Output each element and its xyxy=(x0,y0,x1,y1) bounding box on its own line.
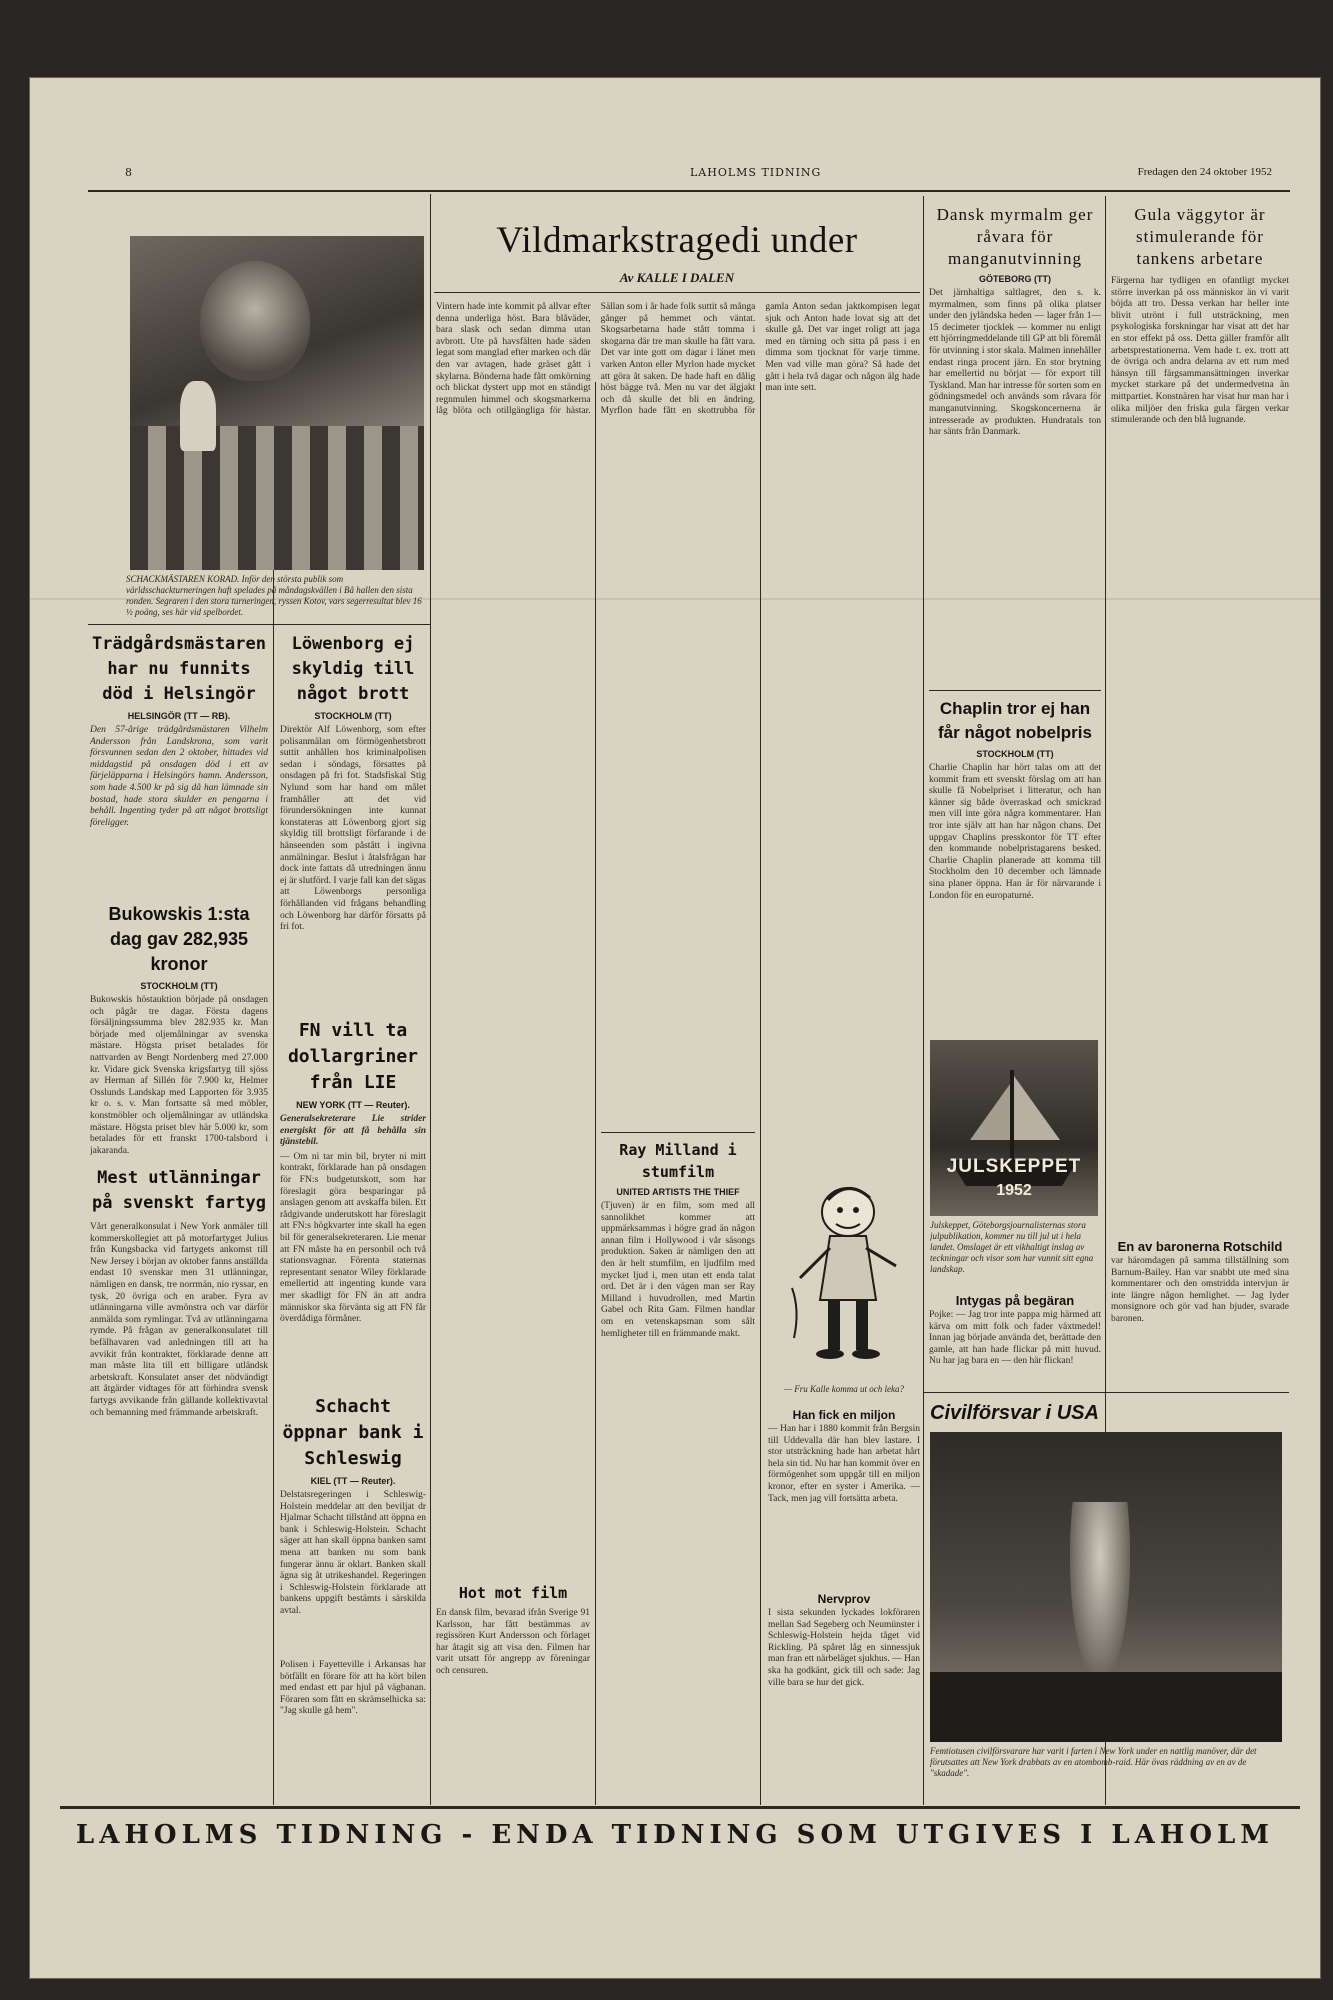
article-body: — Han har i 1880 kommit från Bergsin till Uddevalla där han blev lastare. I stor utsträckning hade han arbetat hårt hela sin tid. Nu har han kommit över en förmögenhet som uppgår till en miljon kronor, efter en syster i Amerika. — Tack, men jag vill fortsätta arbeta. xyxy=(768,1424,920,1504)
issue-date: Fredagen den 24 oktober 1952 xyxy=(1137,166,1272,178)
julskeppet-caption: Julskeppet, Göteborgsjournalisternas stora julpublikation, kommer nu till jul ut i hela landet. Omslaget är ett vikhaltigt inslag av teckningar och visor som har vunnit sitt egna landskap. xyxy=(930,1220,1094,1274)
article-body: Vårt generalkonsulat i New York anmäler till kommerskollegiet att på motorfartyget Julius från Kungsbacka vid fartygets ankomst till New Jersey i början av oktober fanns anställda endast 10 svenskar men 31 utlänningar, nämligen en dansk, tre norrmän, nio ryssar, en tysk, 20 övriga och en araber. Fyra av utlänningarna ville avmönstra och var därför anmälda som rymlingar. Två av utlänningarna rymde. På frågan av generalkonsulatet till befälhavaren vad anledningen till att ha avvikit från kontraktet, förklarade denne att man måste lita till ett billigare utländsk arbetskraft. Konsulatet anser det nödvändigt att åtgärder vidtages för att förhindra svensk fartygs avvikande från gällande kollektivavtal och bemanning med främmande arbetskraft. xyxy=(90,1222,268,1418)
article-dateline: STOCKHOLM (TT) xyxy=(314,711,392,721)
article-body: Det järnhaltiga saltlagret, den s. k. myrmalmen, som finns på olika platser under den jyländska heden — lager från 1—15 decimeter tjocklek — kommer nu enligt ett hjörringmeddelande till GP att bli föremål för utvinning i stor skala. Malmen innehåller endast ringa procent järn. En stor brytning har emellertid nu börjat — för export till Tyskland. Man har intresse för sorten som en gödningsmedel och används som råvara för manganutvinning. Skogskoncernerna är intresserade av produkten. Hundratals ton har sänts från Danmark. xyxy=(929,288,1101,438)
article-headline: Schacht öppnar bank i Schleswig xyxy=(282,1396,424,1469)
chess-piece xyxy=(180,381,216,451)
article-tradgard xyxy=(90,632,268,898)
section-rule xyxy=(924,1392,1289,1393)
cartoon-drawing xyxy=(770,1160,918,1380)
civil-defense-photo xyxy=(930,1432,1282,1742)
poster-title: JULSKEPPET xyxy=(946,1156,1082,1177)
footer-rule xyxy=(60,1806,1300,1809)
article-intyg xyxy=(929,1292,1101,1388)
article-headline: Civilförsvar i USA xyxy=(930,1402,1099,1424)
article-kalle xyxy=(436,1582,590,1802)
article-body: Polisen i Fayetteville i Arkansas har bötfällt en förare för att ha kört bilen med endast ett par hjul på vägbanan. Föraren som fått en skrämselhicka sa: "Jag skulle gå hem". xyxy=(280,1660,426,1717)
column-rule xyxy=(430,194,431,1805)
header-rule xyxy=(88,190,1290,192)
article-dateline: NEW YORK (TT — Reuter). xyxy=(296,1100,410,1110)
article-body: En dansk film, bevarad ifrån Sverige 91 Karlsson, har fått bestämmas av regissören Kurt Andersson och förlaget har åtagit sig att visa den. Filmen har varit utsatt för angrepp av föreningar och censuren. xyxy=(436,1608,590,1676)
julskeppet-poster xyxy=(930,1040,1098,1216)
article-dateline: GÖTEBORG (TT) xyxy=(979,274,1051,284)
article-body: Pojke: — Jag tror inte pappa mig härmed att kärva om mitt folk och fader växtmedel! Innan jag började använda det, berättade den gamle, att han hade flickar på mitt huvud. Nu har jag bara en — den här flickan! xyxy=(929,1310,1101,1367)
article-nerv xyxy=(768,1590,920,1802)
article-rothschild xyxy=(1111,1238,1289,1388)
article-dateline: KIEL (TT — Reuter). xyxy=(310,1476,396,1486)
page-header xyxy=(30,166,1320,188)
article-body: var häromdagen på samma tillställning som Barnum-Bailey. Han var snabbt ute med sina kommentarer och den omstridda intervjun är inte längre någon hemlighet. — Jag lyder monsignore och gör vad han bjuder, svarade baronen. xyxy=(1111,1256,1289,1324)
smoke-plume xyxy=(1070,1502,1130,1682)
article-body: Färgerna har tydligen en ofantligt mycket större inverkan på oss människor än vi varit böjda att tro. Dessa verkan har heller inte blivit utrönt i full utsträckning, men psykologiska forskningar har visat att det har en stor effekt på oss. Detta gäller framför allt arbetsprestationerna. Vem hade t. ex. trott att de övriga och andra delarna av ett rum med hänsyn till färgsammansättningen inverkar mycket starkare på det undermedvetna än mittpartiet. Konstnären har visat hur man har i olika miljöer den friska gula färgen verkar stimulerande och den blå lugnande. xyxy=(1111,276,1289,426)
article-headline: Trädgårdsmästaren har nu funnits död i Helsingör xyxy=(92,634,266,704)
article-lowenborg xyxy=(280,632,426,1012)
article-headline: Intygas på begäran xyxy=(955,1293,1075,1308)
article-body: Charlie Chaplin har hört talas om att det kommit fram ett svenskt förslag om att han skulle få Nobelpriset i litteratur, och han känner sig både överraskad och smickrad men vill inte göra några kommentarer. Han tror inte själv att han har någon chans. Det uppgav Chaplins presskontor för TT efter den kommande nobelpristagarens besked. Charlie Chaplin planerade att komma till Stockholm den 10 december och lämnade sina planer öppna. Han är för närvarande i London för en europaturné. xyxy=(929,763,1101,901)
article-dateline: STOCKHOLM (TT) xyxy=(140,981,218,991)
article-fick xyxy=(768,1406,920,1586)
crowd-silhouette xyxy=(930,1672,1282,1742)
article-body: Direktör Alf Löwenborg, som efter polisanmälan om förmögenhetsbrott suttit anhållen hos kriminalpolisen sedan i söndags, försattes på onsdagen på fri fot. Stadsfiskal Stig Nylund som har hand om målet framhåller att det vid förundersökningen inte kunnat konstateras att Löwenborg gjort sig skyldig till brottsligt förfarande i de hänseenden som påstått i ingivna anmälningar. Beslut i åtalsfrågan har dock inte fattats då utredningen ännu ej är slutförd. I varje fall kan det sägas att Löwenborgs personliga förhållanden vid frågans behandling och Löwenborg har därför försatts på fri fot. xyxy=(280,725,426,933)
article-dateline: HELSINGÖR (TT — RB). xyxy=(127,711,231,721)
paper-name: LAHOLMS TIDNING xyxy=(690,166,822,179)
civil-caption: Femtiotusen civilförsvarare har varit i farten i New York under en nattlig manöver, där det förutsattes att New York drabbats av en atombomb-raid. Här övas räddning av en av de "skadade". xyxy=(930,1746,1257,1778)
article-schacht xyxy=(280,1394,426,1654)
chess-caption: SCHACKMÄSTAREN KORAD. Inför den största publik som världsschackturneringen haft spelades på måndagskvällen i Bå hallen den sista ronden. Segraren i den stora turneringen, ryssen Kotov, vars segerresultat blev 16 ½ poäng, ses här vid spelbordet. xyxy=(126,574,422,617)
chess-photo xyxy=(130,236,424,570)
footer-banner: LAHOLMS TIDNING - ENDA TIDNING SOM UTGIVES I LAHOLM xyxy=(75,1820,1275,1850)
article-myrmalm xyxy=(929,204,1101,684)
article-headline: Gula väggytor är stimulerande för tankens arbetare xyxy=(1134,205,1266,268)
article-dateline: STOCKHOLM (TT) xyxy=(976,749,1054,759)
article-polisen xyxy=(280,1660,426,1802)
page-number: 8 xyxy=(125,166,132,179)
article-utlanningar xyxy=(90,1166,268,1802)
newspaper-page xyxy=(30,78,1320,1978)
article-headline: Hot mot film xyxy=(458,1584,568,1602)
article-headline: Vildmarkstragedi under xyxy=(496,220,858,261)
article-headline-vildmark xyxy=(434,220,920,262)
article-body: — Om ni tar min bil, bryter ni mitt kontrakt, förklarade han på onsdagen för FN:s budgetutskott, som har föreslagit göra besparingar på anslagen genom att avskaffa bilen. Ett rådgivande underutskott har föreslagit att FN:s högkvarter inte skall ha egen bil för generalsekreteraren. Lie menar att FN måste ha en personbil och två stationsvagnar. Förenta staternas representant senator Wiley förklarade emellertid att ingenting kunde vara mer skadligt för FN än att andra människor ska förvänta sig att FN får överdådiga förmåner. xyxy=(280,1151,426,1325)
article-gula xyxy=(1111,204,1289,1056)
article-bukowskis xyxy=(90,902,268,1160)
article-headline: FN vill ta dollargriner från LIE xyxy=(287,1020,419,1093)
article-chaplin xyxy=(929,690,1101,1034)
article-headline: Löwenborg ej skyldig till något brott xyxy=(291,634,415,704)
article-body: (Tjuven) är en film, som med all sannolikhet kommer att uppmärksammas i högre grad än någon annan film i Hollywood i vår säsongs produktion. Saken är nämligen den att den är helt stumfilm, en ljudfilm med mycket ljud i, men utan ett enda talat ord. Det är i den vägen man ser Ray Milland i huvudrollen, med Martin Gabel och Rita Gam. Filmen handlar om en vetenskapsman som sålt hemligheter till en främmande makt. xyxy=(601,1201,755,1339)
section-rule xyxy=(88,624,430,625)
article-headline: Han fick en miljon xyxy=(792,1408,896,1422)
chessboard xyxy=(130,426,424,570)
poster-year: 1952 xyxy=(996,1182,1032,1199)
section-rule xyxy=(929,690,1101,691)
article-headline: Dansk myrmalm ger råvara för manganutvinning xyxy=(936,205,1094,268)
article-lead: Generalsekreterare Lie strider energiskt för att få behålla sin tjänstebil. xyxy=(280,1114,426,1148)
player-head xyxy=(200,261,310,381)
article-headline: Ray Milland i stumfilm xyxy=(619,1141,737,1181)
cartoon-caption: — Fru Kalle komma ut och leka? xyxy=(784,1384,904,1394)
article-fn xyxy=(280,1018,426,1388)
article-body: I sista sekunden lyckades lokföraren mellan Sad Segeberg och Neumünster i Schleswig-Holstein hejda tåget vid Rickling. På spåret låg en sinnessjuk man fran ett närbeläget sjukhus. — Han ska ha godkänt, gick till och sade: Jag ville bara se hur det gick. xyxy=(768,1608,920,1688)
article-headline: Bukowskis 1:sta dag gav 282,935 kronor xyxy=(108,904,250,974)
column-rule xyxy=(923,196,924,1805)
article-body: Den 57-årige trädgårdsmästaren Vilhelm Andersson från Landskrona, som varit försvunnen sedan den 2 oktober, hittades vid middagstid på onsdagen död i ett av färjeläpparna i Helsingörs hamn. Andersson, som hade 4.500 kr på sig då han lämnade sin bostad, hade stora skulder en pengarna i behåll. Ingenting tyder på att något brottsligt föreligger. xyxy=(90,725,268,828)
article-body: Bukowskis höstauktion började på onsdagen och pågår tre dagar. Första dagens försäljningssumma blev 282.935 kr. Man började med oljemålningar av svenska mästare. Högsta priset betalades för nattvarden av Bengt Nordenberg med 27.000 kr. Vidare gick Svenska krigsfartyg till sjöss av Herman af Sillén för 7.900 kr, Helmer Osslunds Landskap med Lapporten för 3.935 kr o. s. v. Man fortsatte så med möbler, konstmöbler och oljemålningar av utländska mästare. Högsta priset blev här 5.000 kr, som betalades för ett franskt 1700-talsbord i jakaranda. xyxy=(90,995,268,1156)
article-headline: Nervprov xyxy=(817,1592,871,1606)
article-civil-header xyxy=(930,1400,1270,1428)
cartoon xyxy=(770,1160,918,1400)
article-headline: En av baronerna Rotschild xyxy=(1117,1239,1283,1254)
article-body: Delstatsregeringen i Schleswig-Holstein meddelar att den beviljat dr Hjalmar Schacht tillstånd att öppna en bank i Schleswig-Holstein. Schacht säger att han skall öppna banken samt mena att banken nu som bank fungerar ännu är oklart. Banken skall ägna sig åt utrikeshandel. Regeringen i Schleswig-Holstein förklarade att bankens uppgift bestämts i särskilda avtal. xyxy=(280,1490,426,1616)
section-rule xyxy=(601,1132,755,1133)
column-rule xyxy=(273,433,274,1805)
article-body: Vintern hade inte kommit på allvar efter denna underliga höst. Bara blåväder, bara slask och sedan dimma utan avbrott. Ute på havsfälten hade säden legat som manglad efter marken och där den var avtagen, hade gräset gått i skylarna. Bönderna hade fått omkörning och blickat dystert upp mot en ständigt regnmulen himmel och skogsmarkerna låg blöta och otillgängliga för hästar. Sällan som i år hade folk suttit så många gånger på hemmet och väntat. Skogsarbetarna hade stått tomma i skogarna där tre man skulle ha fått vara. Det var inte gott om dagar i länet men varken Anton eller Myrlon hade mycket att göra åt saken. De hade haft en dålig höst bägge två. Men nu var det älgjakt och då skulle det bli en ändring. Myrflon hade fått en skottrubba för gamla Anton sedan jaktkompisen legat sjuk och Anton hade lovat sig att det skulle gå. Det var inget roligt att jaga med en tärning och sitta på pass i en dimma som tjocknat för varje timme. Men vad ville man göra? Så hade det gått i hela två dagar och någon älg hade man inte sett. xyxy=(436,302,920,417)
article-headline: Chaplin tror ej han får något nobelpris xyxy=(938,699,1092,742)
article-byline: Av KALLE I DALEN xyxy=(619,270,735,285)
article-milland xyxy=(601,1132,755,1802)
article-headline: Mest utlänningar på svenskt fartyg xyxy=(92,1168,266,1213)
article-dateline: UNITED ARTISTS THE THIEF xyxy=(616,1187,740,1197)
section-rule xyxy=(434,292,920,293)
